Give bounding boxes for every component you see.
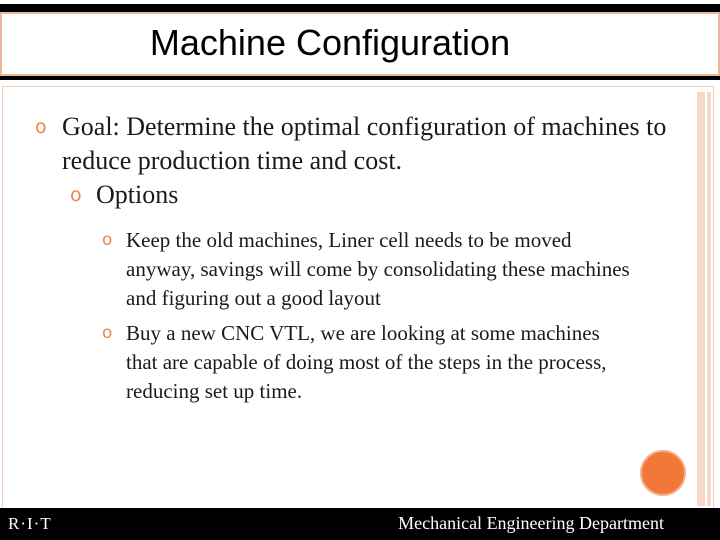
bullet-goal (30, 110, 680, 178)
slide-content (30, 110, 680, 406)
bullet-icon: o (102, 323, 113, 343)
bullet-text: Keep the old machines, Liner cell needs to be moved anyway, savings will come by consolidating these machines and figuring out a good layout (126, 228, 630, 310)
bullet-icon: o (102, 230, 113, 250)
bullet-option-2 (30, 319, 636, 406)
bullet-icon: o (70, 184, 82, 206)
bullet-text: Buy a new CNC VTL, we are looking at some machines that are capable of doing most of the steps in the process, reducing set up time. (126, 321, 607, 403)
decorative-stripe (707, 92, 711, 506)
footer-department: Mechanical Engineering Department (398, 513, 664, 533)
title-divider (0, 76, 720, 80)
bullet-icon: o (35, 116, 47, 138)
bullet-option-1 (30, 226, 636, 313)
bullet-options (30, 178, 680, 212)
slide-title: Machine Configuration (149, 22, 511, 63)
footer-logo: R·I·T (8, 514, 52, 533)
decorative-circle-icon (640, 450, 686, 496)
bullet-text: Options (96, 180, 179, 209)
top-bar (0, 4, 720, 12)
decorative-stripe (697, 92, 705, 506)
bullet-text: Goal: Determine the optimal configuration of machines to reduce production time and cost. (62, 112, 667, 175)
